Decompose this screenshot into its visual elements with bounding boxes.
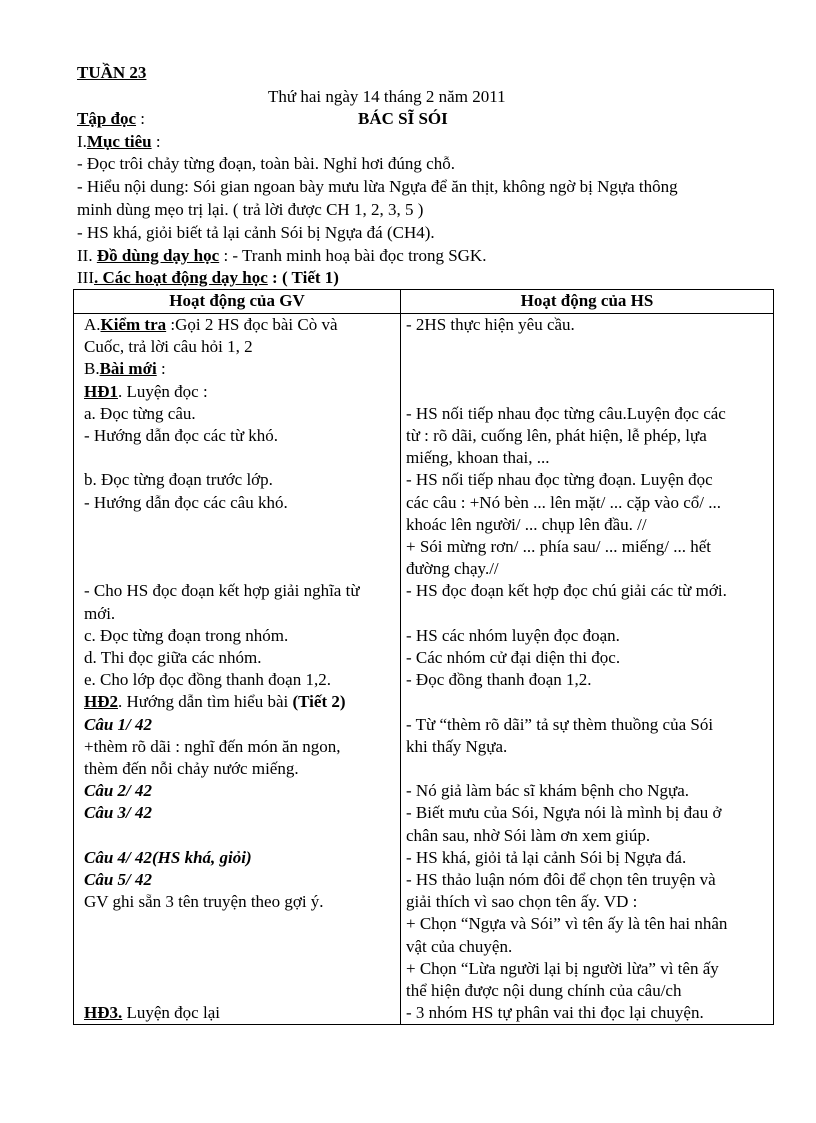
question-label: Câu 5/ 42 — [84, 870, 153, 889]
student-line — [406, 891, 769, 913]
teacher-line — [84, 736, 396, 758]
column-header-student: Hoạt động của HS — [401, 290, 774, 314]
student-line — [406, 1002, 769, 1024]
teacher-line — [84, 1002, 396, 1024]
objectives-heading — [77, 131, 161, 153]
teacher-line — [84, 647, 396, 669]
student-line — [406, 625, 769, 647]
teacher-line — [84, 714, 396, 736]
student-line — [406, 425, 769, 447]
line-text: chân sau, nhờ Sói làm ơn xem giúp. — [406, 825, 651, 845]
student-line — [406, 536, 769, 558]
section-label: HĐ2 — [84, 692, 118, 712]
teacher-line — [84, 691, 396, 713]
student-line — [406, 714, 769, 736]
table-body-row — [74, 314, 774, 1025]
section-label: Kiểm tra — [100, 315, 167, 334]
teacher-line — [84, 847, 396, 869]
line-text: + Sói mừng rơn/ ... phía sau/ ... miếng/ ... hết — [406, 536, 711, 556]
teacher-line — [84, 603, 396, 625]
line-text: GV ghi sẵn 3 tên truyện theo gợi ý. — [84, 892, 324, 912]
line-text: giải thích vì sao chọn tên ấy. VD : — [406, 892, 638, 912]
student-line — [406, 736, 769, 758]
line-prefix: A. — [84, 315, 101, 334]
line-text: - HS khá, giỏi tả lại cảnh Sói bị Ngựa đá. — [406, 847, 687, 867]
line-text: d. Thi đọc giữa các nhóm. — [84, 647, 262, 667]
teacher-line — [84, 780, 396, 802]
section-label: HĐ1 — [84, 381, 118, 401]
teacher-line — [84, 336, 396, 358]
spacer — [406, 336, 769, 358]
subject-line — [77, 108, 145, 130]
question-label: Câu 3/ 42 — [84, 803, 153, 823]
teacher-line — [84, 469, 396, 491]
spacer — [84, 913, 396, 935]
activities-num: III — [77, 268, 94, 287]
student-line — [406, 580, 769, 602]
spacer — [406, 758, 769, 780]
subject-label: Tập đọc — [77, 109, 137, 128]
spacer — [406, 381, 769, 403]
activities-tail: : ( Tiết 1) — [267, 268, 339, 287]
teacher-line — [84, 869, 396, 891]
student-line — [406, 980, 769, 1002]
line-text: c. Đọc từng đoạn trong nhóm. — [84, 625, 289, 645]
student-activities-cell — [401, 314, 774, 1025]
student-line — [406, 691, 769, 713]
student-line — [406, 869, 769, 891]
objectives-tail: : — [151, 132, 161, 151]
line-text: - Nó giả làm bác sĩ khám bệnh cho Ngựa. — [406, 781, 690, 801]
student-line — [406, 492, 769, 514]
student-line — [406, 314, 769, 336]
lesson-date: Thứ hai ngày 14 tháng 2 năm 2011 — [268, 87, 506, 106]
line-text: - Hướng dẫn đọc các từ khó. — [84, 426, 279, 446]
question-label: Câu 1/ 42 — [84, 714, 153, 734]
teacher-line — [84, 492, 396, 514]
line-text: - 3 nhóm HS tự phân vai thi đọc lại chuyện. — [406, 1003, 704, 1023]
spacer — [84, 825, 396, 847]
line-text: thể hiện được nội dung chính của câu/ch — [406, 981, 682, 1000]
lesson-title: BÁC SĨ SÓI — [358, 109, 448, 128]
line-text: thèm đến nỗi chảy nước miếng. — [84, 759, 299, 778]
line-text: - Từ “thèm rõ dãi” tả sự thèm thuồng của Sói — [406, 714, 714, 734]
question-label: Câu 2/ 42 — [84, 781, 153, 801]
line-text: - Các nhóm cử đại diện thi đọc. — [406, 647, 621, 667]
objective-item: minh dùng mẹo trị lại. ( trả lời được CH 1, 2, 3, 5 ) — [77, 200, 424, 219]
student-line — [406, 802, 769, 824]
activities-table — [73, 289, 774, 1025]
line-text: . Luyện đọc : — [118, 381, 208, 401]
line-text: - HS nối tiếp nhau đọc từng đoạn. Luyện đọc — [406, 470, 713, 490]
materials-heading: Đồ dùng dạy học — [96, 246, 220, 265]
line-text: - 2HS thực hiện yêu cầu. — [406, 315, 575, 334]
materials-text: : - Tranh minh hoạ bài đọc trong SGK. — [219, 246, 487, 265]
activities-title: . Các hoạt động dạy học — [93, 268, 268, 287]
student-line — [406, 780, 769, 802]
spacer — [406, 358, 769, 380]
section-label: HĐ3. — [84, 1003, 123, 1023]
student-line — [406, 669, 769, 691]
teacher-line — [84, 314, 396, 336]
line-text: - Hướng dẫn đọc các câu khó. — [84, 492, 288, 512]
teacher-line — [84, 758, 396, 780]
teacher-line — [84, 580, 396, 602]
student-line — [406, 647, 769, 669]
spacer — [84, 558, 396, 580]
line-text: . Hướng dẫn tìm hiểu bài — [118, 692, 289, 712]
line-text: - Đọc đồng thanh đoạn 1,2. — [406, 670, 592, 690]
line-text: Cuốc, trả lời câu hỏi 1, 2 — [84, 337, 253, 357]
student-line — [406, 514, 769, 536]
line-text: + Chọn “Lừa người lại bị người lừa” vì tên ấy — [406, 958, 719, 978]
line-text: các câu : +Nó bèn ... lên mặt/ ... cặp vào cổ/ ... — [406, 492, 721, 512]
student-line — [406, 469, 769, 491]
teacher-line — [84, 802, 396, 824]
question-label: Câu 4/ 42(HS khá, giỏi) — [84, 847, 252, 867]
student-line — [406, 847, 769, 869]
line-text: e. Cho lớp đọc đồng thanh đoạn 1,2. — [84, 670, 331, 690]
objective-item: - Hiểu nội dung: Sói gian ngoan bày mưu lừa Ngựa để ăn thịt, không ngờ bị Ngựa thông — [77, 177, 678, 196]
line-text: miếng, khoan thai, ... — [406, 448, 550, 468]
materials-line — [77, 245, 486, 267]
materials-num: II. — [77, 246, 97, 265]
line-text: a. Đọc từng câu. — [84, 403, 196, 423]
student-line — [406, 558, 769, 580]
teacher-line — [84, 403, 396, 425]
objectives-num: I. — [77, 132, 87, 151]
section-label: Bài mới — [99, 359, 157, 379]
activities-heading — [77, 267, 339, 289]
line-text: từ : rõ dãi, cuống lên, phát hiện, lễ phép, lựa — [406, 425, 707, 445]
line-text: + Chọn “Ngựa và Sói” vì tên ấy là tên hai nhân — [406, 914, 728, 934]
objectives-title: Mục tiêu — [86, 132, 152, 151]
line-text: Luyện đọc lại — [122, 1003, 220, 1023]
student-line — [406, 447, 769, 469]
student-line — [406, 825, 769, 847]
spacer — [84, 980, 396, 1002]
teacher-line — [84, 891, 396, 913]
line-text: - Biết mưu của Sói, Ngựa nói là mình bị đau ở — [406, 803, 722, 823]
week-label: TUẦN 23 — [77, 63, 147, 82]
subject-colon: : — [136, 109, 146, 128]
line-text: - HS thảo luận nóm đôi để chọn tên truyện và — [406, 869, 716, 889]
spacer — [84, 536, 396, 558]
spacer — [84, 447, 396, 469]
spacer — [84, 958, 396, 980]
student-line — [406, 958, 769, 980]
spacer — [84, 936, 396, 958]
spacer — [84, 514, 396, 536]
line-prefix: B. — [84, 359, 100, 379]
line-text: - HS đọc đoạn kết hợp đọc chú giải các từ mới. — [406, 581, 727, 601]
objective-item: - Đọc trôi chảy từng đoạn, toàn bài. Nghỉ hơi đúng chỗ. — [77, 154, 455, 173]
spacer — [406, 603, 769, 625]
line-text: :Gọi 2 HS đọc bài Cò và — [166, 315, 338, 334]
line-text: khoác lên người/ ... chụp lên đầu. // — [406, 514, 647, 534]
line-text: vật của chuyện. — [406, 936, 513, 956]
student-line — [406, 913, 769, 935]
teacher-activities-cell — [74, 314, 401, 1025]
line-text: - Cho HS đọc đoạn kết hợp giải nghĩa từ — [84, 581, 360, 601]
student-line — [406, 403, 769, 425]
teacher-line — [84, 625, 396, 647]
line-text: khi thấy Ngựa. — [406, 736, 508, 756]
line-text: - HS nối tiếp nhau đọc từng câu.Luyện đọc các — [406, 403, 726, 423]
period-label: (Tiết 2) — [288, 692, 346, 712]
teacher-line — [84, 381, 396, 403]
teacher-line — [84, 669, 396, 691]
line-text: b. Đọc từng đoạn trước lớp. — [84, 470, 273, 490]
teacher-line — [84, 425, 396, 447]
line-text: +thèm rõ dãi : nghĩ đến món ăn ngon, — [84, 736, 341, 756]
teacher-line — [84, 358, 396, 380]
line-text: mới. — [84, 603, 116, 623]
line-text: đường chạy.// — [406, 559, 499, 579]
student-line — [406, 936, 769, 958]
column-header-teacher: Hoạt động của GV — [74, 290, 401, 314]
line-text: - HS các nhóm luyện đọc đoạn. — [406, 625, 620, 645]
objective-item: - HS khá, giỏi biết tả lại cảnh Sói bị Ngựa đá (CH4). — [77, 223, 435, 242]
line-text: : — [156, 359, 166, 379]
table-header-row — [74, 290, 774, 314]
